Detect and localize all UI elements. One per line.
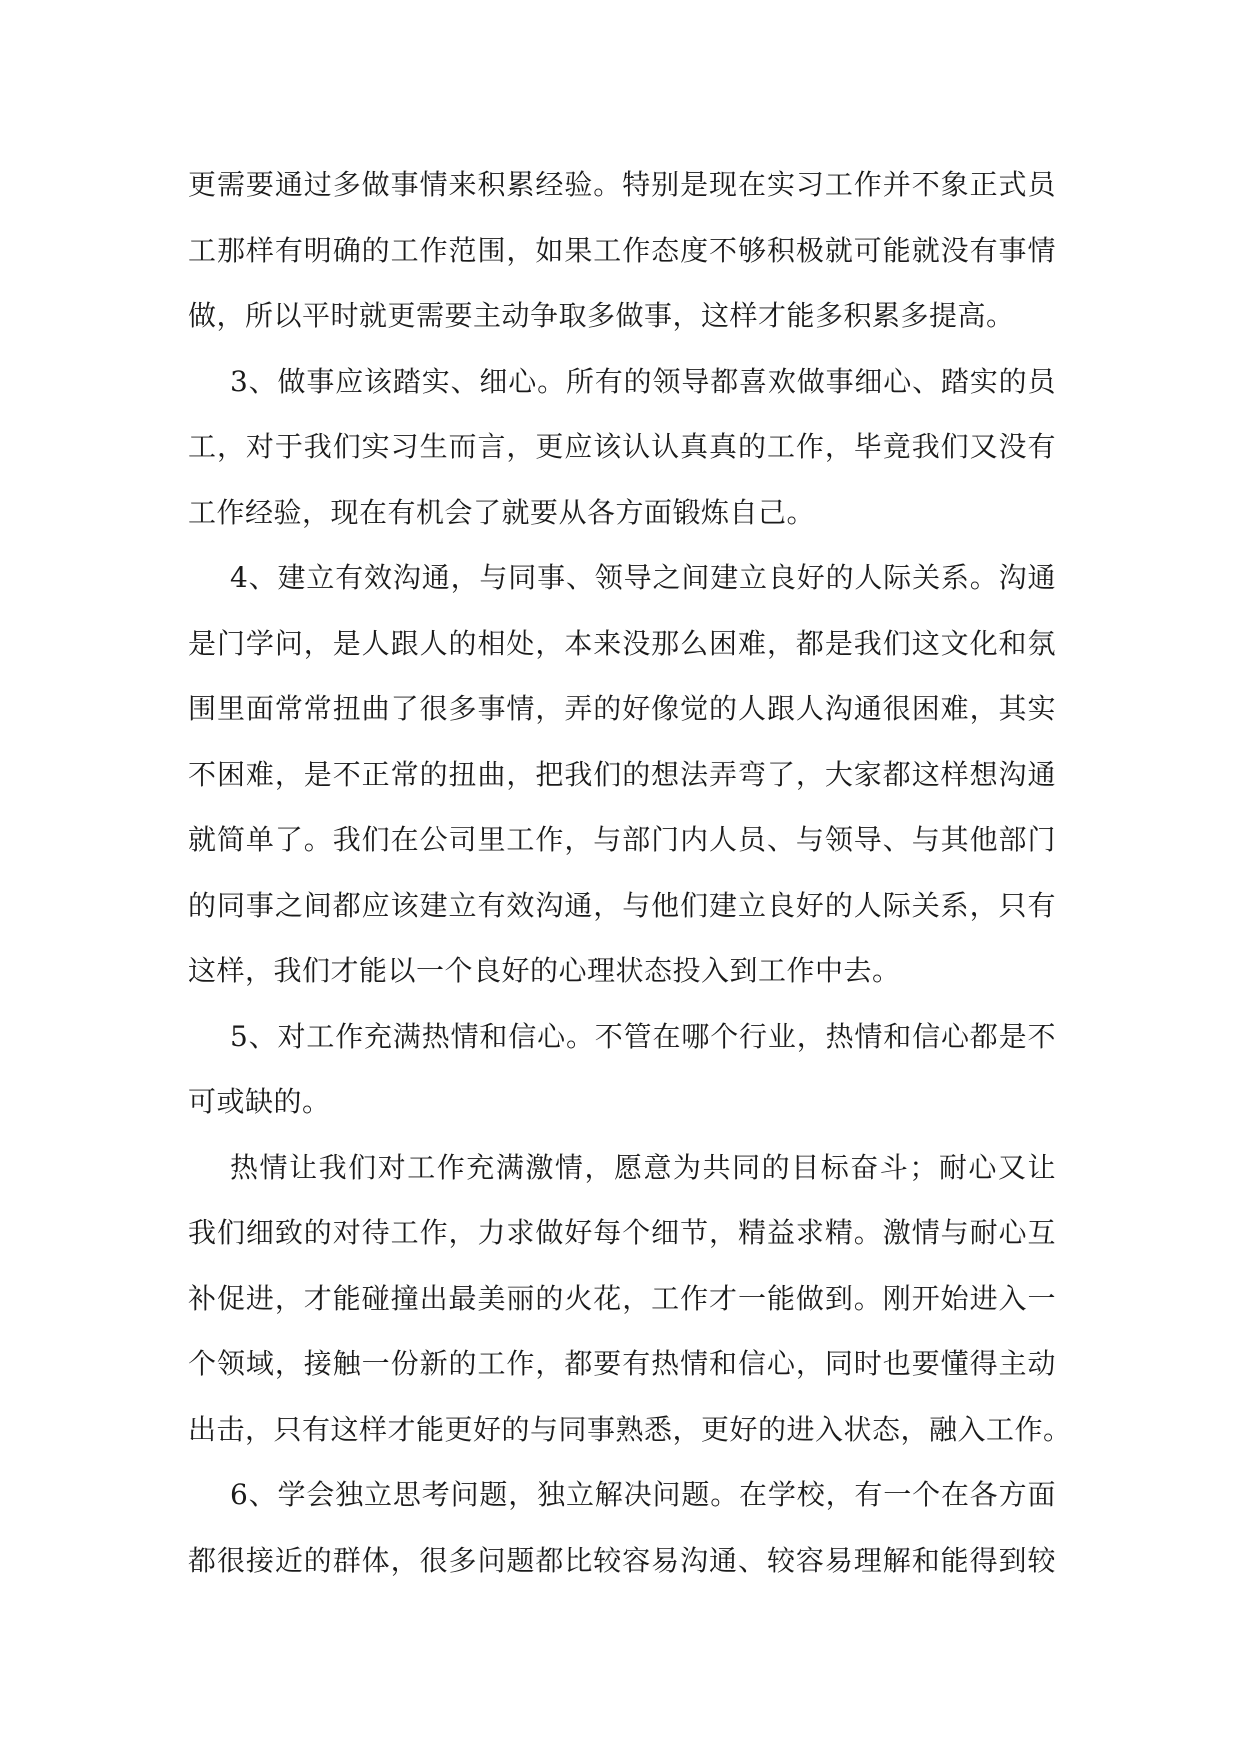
text-line: 的同事之间都应该建立有效沟通，与他们建立良好的人际关系，只有 xyxy=(188,888,1056,922)
document-body xyxy=(188,152,1072,1593)
text-line: 是门学问，是人跟人的相处，本来没那么困难，都是我们这文化和氛 xyxy=(188,626,1056,660)
text-line: 个领域，接触一份新的工作，都要有热情和信心，同时也要懂得主动 xyxy=(188,1347,1056,1380)
text-line: 3、做事应该踏实、细心。所有的领导都喜欢做事细心、踏实的员 xyxy=(230,364,1056,398)
text-line: 出击，只有这样才能更好的与同事熟悉，更好的进入状态，融入工作。 xyxy=(188,1412,1072,1446)
text-line: 可或缺的。 xyxy=(188,1085,331,1118)
text-line: 更需要通过多做事情来积累经验。特别是现在实习工作并不象正式员 xyxy=(188,168,1056,201)
text-line: 做，所以平时就更需要主动争取多做事，这样才能多积累多提高。 xyxy=(188,299,1015,332)
text-line: 热情让我们对工作充满激情，愿意为共同的目标奋斗；耐心又让 xyxy=(230,1150,1056,1184)
text-line: 4、建立有效沟通，与同事、领导之间建立良好的人际关系。沟通 xyxy=(230,561,1056,594)
text-line: 6、学会独立思考问题，独立解决问题。在学校，有一个在各方面 xyxy=(230,1478,1056,1511)
text-line: 工，对于我们实习生而言，更应该认认真真的工作，毕竟我们又没有 xyxy=(188,430,1056,463)
text-line: 都很接近的群体，很多问题都比较容易沟通、较容易理解和能得到较 xyxy=(188,1543,1056,1577)
text-line: 5、对工作充满热情和信心。不管在哪个行业，热情和信心都是不 xyxy=(230,1019,1056,1053)
text-line: 不困难，是不正常的扭曲，把我们的想法弄弯了，大家都这样想沟通 xyxy=(188,757,1056,791)
text-line: 就简单了。我们在公司里工作，与部门内人员、与领导、与其他部门 xyxy=(188,823,1056,856)
text-line: 这样，我们才能以一个良好的心理状态投入到工作中去。 xyxy=(188,954,901,987)
text-line: 工那样有明确的工作范围，如果工作态度不够积极就可能就没有事情 xyxy=(188,233,1056,267)
text-line: 工作经验，现在有机会了就要从各方面锻炼自己。 xyxy=(188,495,816,529)
text-line: 围里面常常扭曲了很多事情，弄的好像觉的人跟人沟通很困难，其实 xyxy=(188,692,1056,725)
text-line: 我们细致的对待工作，力求做好每个细节，精益求精。激情与耐心互 xyxy=(188,1216,1056,1249)
text-line: 补促进，才能碰撞出最美丽的火花，工作才一能做到。刚开始进入一 xyxy=(188,1281,1056,1315)
